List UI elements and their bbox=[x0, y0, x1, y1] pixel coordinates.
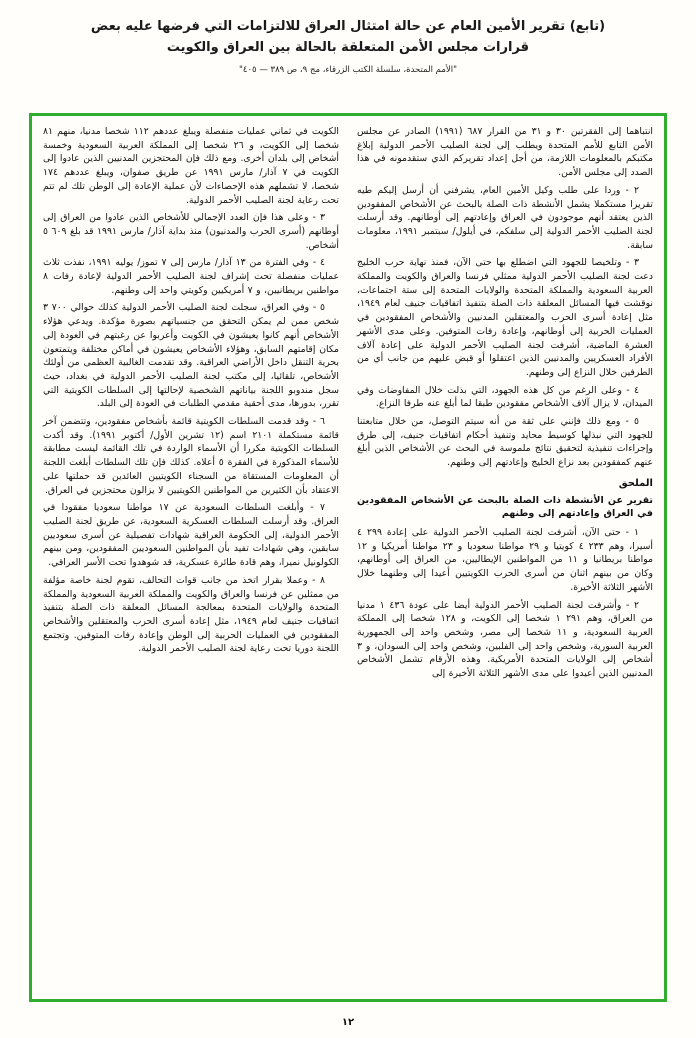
annex-heading: الملحق bbox=[618, 477, 653, 489]
paragraph: ٤ - وعلى الرغم من كل هذه الجهود، التي بذلت خلال المفاوضات وفي الميدان، لا يزال آلاف الأشخاص مفقودين طبقا لما أبلغ عنه طرفا النزاع. bbox=[357, 384, 653, 410]
paragraph: ٥ - وفي العراق، سجلت لجنة الصليب الأحمر الدولية كذلك حوالي ٧٠٠ ٣ شخص ممن لم يمكن التحقق من جنسياتهم بصورة مؤكدة. ويدعي هؤلاء الأشخاص أنهم كانوا يعيشون في الكويت وأعربوا عن رغبتهم في العودة إلى مكان إقامتهم السابق، وهؤلاء الأشخاص يعيشون في أماكن مختلفة ويتمتعون بحرية التنقل داخل الأراضي العراقية. وقد تقدمت الغالبية العظمى من أولئك الأشخاص، تلقائيا، إلى مكتب لجنة الصليب الأحمر الدولية في بغداد، حيث سجل مندوبو اللجنة بياناتهم الشخصية لإحالتها إلى السلطات الكويتية التي تقرر، بدورها، مدى أحقية مقدمي الطلبات في العودة إلى البلد. bbox=[43, 302, 339, 410]
paragraph: ٥ - ومع ذلك فإنني على ثقة من أنه سيتم التوصل، من خلال متابعتنا للجهود التي نبذلها كوسيط محايد وتنفيذ أحكام اتفاقيات جنيف، إلى طرق وإجراءات تنفيذية لتحقيق نتائج ملموسة في البحث عن الأشخاص الذين أبلغ عنهم كمفقودين بعد نزاع الخليج وإعادتهم إلى وطنهم. bbox=[357, 416, 653, 469]
two-column-text bbox=[43, 125, 653, 990]
paragraph: ٣ - وعلى هذا فإن العدد الإجمالي للأشخاص الذين عادوا من العراق إلى أوطانهم (أسرى الحرب والمدنيون) منذ بداية آذار/ مارس ١٩٩١ قد بلغ ٦٠٩ ٥ أشخاص. bbox=[43, 212, 339, 251]
text-column-left bbox=[43, 125, 339, 660]
green-border-content-box bbox=[29, 113, 667, 1002]
paragraph: ٧ - وأبلغت السلطات السعودية عن ١٧ مواطنا سعوديا مفقودا في العراق. وقد أرسلت السلطات العسكرية السعودية، عن طريق لجنة الصليب الأحمر الدولية، إلى الحكومة العراقية شهادات تفصيلية عن أسرى سعوديين سابقين، وهي شهادات تفيد بأن المواطنين السعوديين المفقودين، ومن بينهم الكولونيل نميرا، وهم قادة طائرة عسكرية، قد شوهدوا تحت الأسر العراقي. bbox=[43, 502, 339, 569]
page-number: ١٢ bbox=[341, 1017, 355, 1028]
paragraph: ٤ - وفي الفترة من ١٣ آذار/ مارس إلى ٧ تموز/ يوليه ١٩٩١، نفذت ثلاث عمليات منفصلة تحت إشراف لجنة الصليب الأحمر الدولية لإعادة رفات ٨ مواطنين بريطانيين، و ٧ أمريكيين وكويتي واحد إلى وطنهم. bbox=[43, 257, 339, 296]
report-title-line-2: قرارات مجلس الأمن المتعلقة بالحالة بين العراق والكويت bbox=[166, 40, 530, 55]
report-title-line-1: (تابع) تقرير الأمين العام عن حالة امتثال العراق للالتزامات التي فرضها عليه بعض bbox=[90, 19, 606, 34]
paragraph: ٣ - وتلخيصا للجهود التي اضطلع بها حتى الآن، فمنذ نهاية حرب الخليج دعت لجنة الصليب الأحمر الدولية ممثلي فرنسا والعراق والكويت والمملكة العربية السعودية والمملكة المتحدة والولايات المتحدة إلى ستة اجتماعات، نوقشت فيها المسائل المعلقة ذات الصلة بتنفيذ اتفاقيات جنيف لعام ١٩٤٩، مثل إعادة أسرى الحرب والمعتقلين المدنيين والأشخاص المفقودين في العمليات الحربية إلى أوطانهم، وإعادة رفات المتوفين. وعلى مدى الأشهر العشرة الماضية، أشرفت لجنة الصليب الأحمر الدولية على إعادة آلاف الأفراد العسكريين والمدنيين الذين اعتقلوا أو قبض عليهم من جانب أي من الطرفين خلال النزاع إلى وطنهم. bbox=[357, 257, 653, 378]
source-citation: "الأمم المتحدة، سلسلة الكتب الزرقاء، مج ٩، ص ٣٨٩ — ٤٠٥" bbox=[239, 65, 457, 75]
paragraph: ٢ - وردا على طلب وكيل الأمين العام، يشرفني أن أرسل إليكم طيه تقريرا مستكملا يشمل الأنشطة ذات الصلة بالبحث عن الأشخاص المفقودين الذين يعتقد أنهم موجودون في العراق وإعادتهم إلى أوطانهم. وقد أرسلت لجنة الصليب الأحمر الدولية إلى سلفكم، في أيلول/ سبتمبر ١٩٩١، معلومات سابقة. bbox=[357, 184, 653, 251]
paragraph: انتباهما إلى الفقرتين ٣٠ و ٣١ من القرار ٦٨٧ (١٩٩١) الصادر عن مجلس الأمن التابع للأمم المتحدة ويطلب إلى لجنة الصليب الأحمر الدولية إبلاغ مكتبكم بالمعلومات اللازمة، من أجل إعداد تقريركم الذي ستقدمونه في هذا الصدد إلى مجلس الأمن. bbox=[357, 126, 653, 179]
text-column-right bbox=[357, 125, 653, 685]
paragraph: ٢ - وأشرفت لجنة الصليب الأحمر الدولية أيضا على عودة ٤٣٦ ١ مدنيا من العراق، وهم ٢٩١ ١ شخصا إلى الكويت، و ١٢٨ شخصا إلى المملكة العربية السعودية، و ١١ شخصا إلى مصر، وشخص واحد إلى الجمهورية العربية السورية، وشخص واحد إلى الفلبين، وشخص واحد إلى السودان، و ٣ أشخاص إلى الولايات المتحدة الأمريكية. وهذه الأرقام تشمل الأشخاص المدنيين الذين أعيدوا على مدى الأشهر الثلاثة الأخيرة إلى bbox=[357, 599, 653, 680]
paragraph: ٨ - وعملا بقرار اتخذ من جانب قوات التحالف، تقوم لجنة خاصة مؤلفة من ممثلين عن فرنسا والعراق والكويت والمملكة العربية السعودية والمملكة المتحدة والولايات المتحدة بمعالجة المسائل المعلقة ذات الصلة بتنفيذ اتفاقيات جنيف لعام ١٩٤٩، مثل إعادة أسرى الحرب والمعتقلين والأشخاص المفقودين في العمليات الحربية إلى الوطن وإعادة رفات المتوفين. وتجتمع اللجنة دوريا تحت رعاية لجنة الصليب الأحمر الدولية. bbox=[43, 574, 339, 655]
paragraph: الكويت في ثماني عمليات منفصلة ويبلغ عددهم ١١٢ شخصا مدنيا، منهم ٨١ شخصا إلى الكويت، و ٢٦ شخصا إلى المملكة العربية السعودية وخمسة أشخاص إلى بلدان أخرى. ومع ذلك فإن المحتجزين المدنيين الذين عادوا إلى الكويت في ٧ آذار/ مارس ١٩٩١ عن طريق صفوان، ويبلغ عددهم ١٧٤ شخصا، لا تشملهم هذه الإحصاءات لأن عملية الإعادة إلى الوطن تلك لم تتم تحت رعاية لجنة الصليب الأحمر الدولية. bbox=[43, 126, 339, 206]
paragraph: ٦ - وقد قدمت السلطات الكويتية قائمة بأشخاص مفقودين، وتتضمن آخر قائمة مستكملة ٢١٠١ اسم (١٢ تشرين الأول/ أكتوبر ١٩٩١). وقد أكدت السلطات الكويتية مكررا أن الأسماء الواردة في تلك القائمة ليست مطابقة للأسماء المذكورة في الفقرة ٥ أعلاه. كذلك فإن تلك السلطات أبلغت اللجنة أن المعلومات المستقاة من السجناء الكويتيين العائدين قد حملتها على الاعتقاد بأن الكثيرين من المواطنين الكويتيين لا يزالون محتجزين في العراق. bbox=[43, 416, 339, 496]
paragraph: ١ - حتى الآن، أشرفت لجنة الصليب الأحمر الدولية على إعادة ٢٩٩ ٤ أسيرا، وهم ٢٣٣ ٤ كويتيا و ٢٩ مواطنا سعوديا و ٢٣ مواطنا أمريكيا و ١٢ مواطنا بريطانيا و ١١ من المواطنين الإيطاليين، من العراق إلى أوطانهم، وكان من بينهم اثنان من أسرى الحرب الكويتيين أعيدا إلى وطنهما خلال الأشهر الثلاثة الأخيرة. bbox=[357, 526, 653, 593]
page-header bbox=[20, 16, 676, 77]
annex-subheading: تقرير عن الأنشطة ذات الصلة بالبحث عن الأشخاص المفقودين في العراق وإعادتهم إلى وطنهم bbox=[357, 494, 653, 520]
